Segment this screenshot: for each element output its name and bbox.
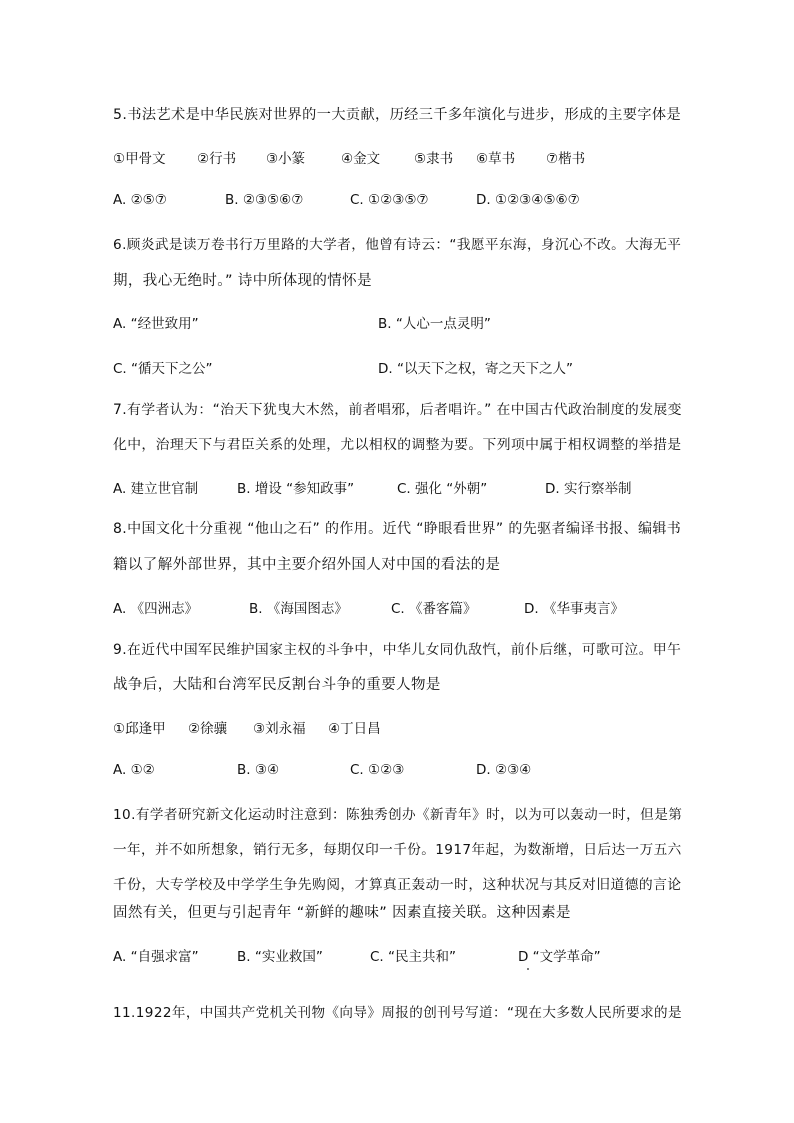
scan-speck — [527, 968, 529, 970]
q8-option-c: C. 《番客篇》 — [391, 601, 477, 617]
q7-option-a: A. 建立世官制 — [113, 481, 199, 497]
q5-option-b: B. ②③⑤⑥⑦ — [225, 192, 304, 208]
q7-option-b: B. 增设 “参知政事” — [237, 481, 355, 497]
q10-option-b: B. “实业救国” — [237, 949, 323, 965]
q10-option-d: D “文学革命” — [518, 949, 601, 965]
q10-stem-line-2: 一年，并不如所想象，销行无多，每期仅印一千份。1917年起，为数渐增，日后达一万五六 — [113, 842, 682, 858]
q9-option-c: C. ①②③ — [350, 762, 405, 778]
q10-stem-line-1: 10.有学者研究新文化运动时注意到：陈独秀创办《新青年》时，以为可以轰动一时，但是第 — [113, 807, 683, 823]
q10-stem-line-3: 千份，大专学校及中学学生争先购阅，才算真正轰动一时，这种状况与其反对旧道德的言论 — [113, 877, 682, 893]
q5-item-6: ⑥草书 — [476, 151, 516, 167]
q10-option-a: A. “自强求富” — [113, 949, 199, 965]
q8-option-a: A. 《四洲志》 — [113, 601, 199, 617]
q6-stem-line-1: 6.顾炎武是读万卷书行万里路的大学者，他曾有诗云：“我愿平东海，身沉心不改。大海无平 — [113, 237, 682, 253]
q8-option-d: D. 《华事夷言》 — [524, 601, 624, 617]
q5-option-d: D. ①②③④⑤⑥⑦ — [476, 192, 580, 208]
q7-option-d: D. 实行察举制 — [545, 481, 632, 497]
q6-stem-line-2: 期，我心无绝时。” 诗中所体现的情怀是 — [113, 273, 372, 289]
q5-option-a: A. ②⑤⑦ — [113, 192, 167, 208]
q6-option-c: C. “循天下之公” — [113, 361, 213, 377]
q5-item-7: ⑦楷书 — [546, 151, 586, 167]
q5-option-c: C. ①②③⑤⑦ — [350, 192, 429, 208]
q9-item-3: ③刘永福 — [253, 721, 306, 737]
q8-option-b: B. 《海国图志》 — [249, 601, 348, 617]
q6-option-d: D. “以天下之权，寄之天下之人” — [378, 361, 573, 377]
q9-item-2: ②徐骧 — [188, 721, 228, 737]
q8-stem-line-2: 籍以了解外部世界，其中主要介绍外国人对中国的看法的是 — [113, 557, 501, 573]
q9-stem-line-2: 战争后，大陆和台湾军民反割台斗争的重要人物是 — [113, 677, 441, 693]
q9-option-d: D. ②③④ — [476, 762, 532, 778]
q5-item-3: ③小篆 — [266, 151, 306, 167]
q8-stem-line-1: 8.中国文化十分重视 “他山之石” 的作用。近代 “睁眼看世界” 的先驱者编译书报、编辑书 — [113, 521, 682, 537]
q9-option-b: B. ③④ — [237, 762, 280, 778]
q10-stem-line-4: 固然有关，但更与引起青年 “新鲜的趣味” 因素直接关联。这种因素是 — [113, 905, 571, 921]
q6-option-a: A. “经世致用” — [113, 316, 199, 332]
q11-stem-line-1: 11.1922年，中国共产党机关刊物《向导》周报的创刊号写道：“现在大多数人民所要求的是 — [113, 1005, 682, 1021]
q7-stem-line-2: 化中，治理天下与君臣关系的处理，尤以相权的调整为要。下列项中属于相权调整的举措是 — [113, 437, 682, 453]
q9-stem-line-1: 9.在近代中国军民维护国家主权的斗争中，中华儿女同仇敌忾，前仆后继，可歌可泣。甲午 — [113, 642, 682, 658]
q6-option-b: B. “人心一点灵明” — [378, 316, 491, 332]
q7-option-c: C. 强化 “外朝” — [397, 481, 488, 497]
q5-item-2: ②行书 — [197, 151, 237, 167]
q9-option-a: A. ①② — [113, 762, 155, 778]
q5-stem-line-1: 5.书法艺术是中华民族对世界的一大贡献，历经三千多年演化与进步，形成的主要字体是 — [113, 107, 682, 123]
q9-item-4: ④丁日昌 — [328, 721, 381, 737]
q5-item-5: ⑤隶书 — [414, 151, 454, 167]
q7-stem-line-1: 7.有学者认为：“治天下犹曳大木然，前者唱邪，后者唱许。” 在中国古代政治制度的发展变 — [113, 402, 682, 418]
q9-item-1: ①邱逢甲 — [113, 721, 166, 737]
q5-item-1: ①甲骨文 — [113, 151, 166, 167]
q10-option-c: C. “民主共和” — [370, 949, 456, 965]
q5-item-4: ④金文 — [341, 151, 381, 167]
